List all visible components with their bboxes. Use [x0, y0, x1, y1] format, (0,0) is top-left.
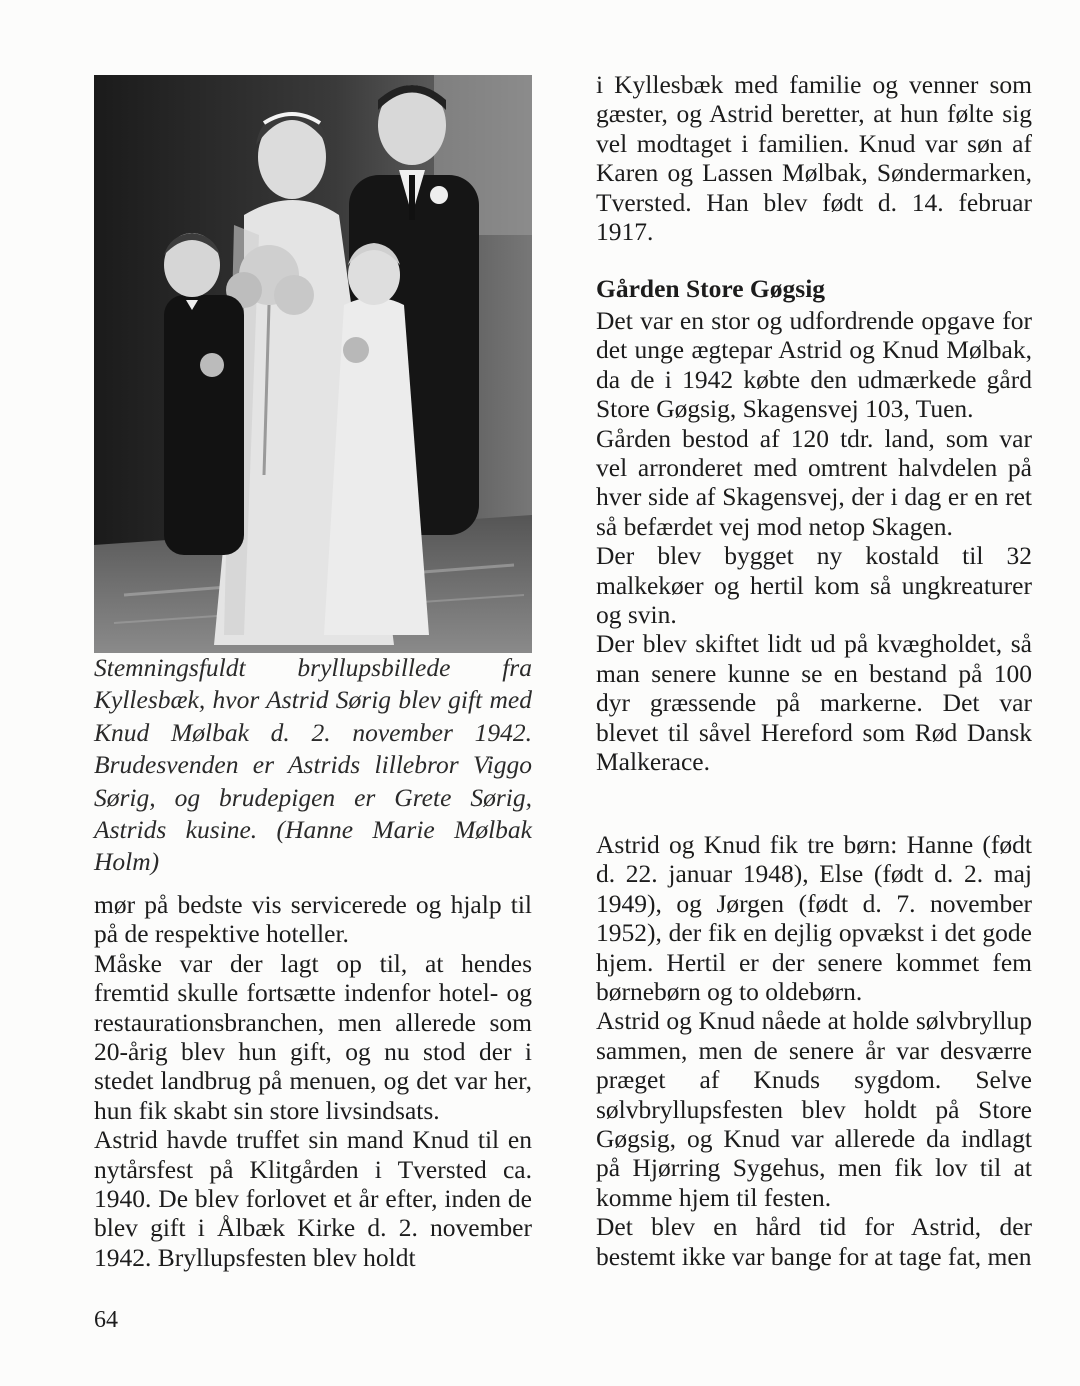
paragraph: Astrid havde truffet sin mand Knud til en nytårsfest på Klitgården i Tversted ca. 1940. De blev forlovet et år efter, inden de blev gift i Ålbæk Kirke d. 2. november 1942. Bryllupsfesten blev holdt: [94, 1125, 532, 1272]
right-column-section: [596, 306, 1032, 777]
page-number: 64: [94, 1307, 118, 1333]
right-column-intro: [596, 70, 1032, 246]
paragraph: Måske var der lagt op til, at hendes fremtid skulle fortsætte indenfor hotel- og restaurationsbranchen, men allerede som 20-årig blev hun gift, og nu stod der i stedet landbrug på menuen, og det var her, hun fik skabt sin store livsindsats.: [94, 948, 532, 1125]
paragraph: Det var en stor og udfordrende opgave for det unge ægtepar Astrid og Knud Mølbak, da de i 1942 købte den udmærkede gård Store Gøgsig, Skagensvej 103, Tuen.: [596, 306, 1032, 424]
wedding-photo: [94, 75, 532, 653]
wedding-photo-icon: [94, 75, 532, 653]
paragraph: Gården bestod af 120 tdr. land, som var vel arronderet med omtrent halvdelen på hver side af Skagensvej, der i dag er en ret så befærdet vej mod netop Skagen.: [596, 423, 1032, 541]
photo-caption: Stemningsfuldt bryllupsbillede fra Kyllesbæk, hvor Astrid Sørig blev gift med Knud Mølbak d. 2. november 1942. Brudesvenden er Astrids lillebror Viggo Sørig, og brudepigen er Grete Sørig, Astrids kusine. (Hanne Marie Mølbak Holm): [94, 653, 532, 877]
paragraph: i Kyllesbæk med familie og venner som gæster, og Astrid beretter, at hun følte sig vel modtaget i familien. Knud var søn af Karen og Lassen Mølbak, Søndermarken, Tversted. Han blev født d. 14. februar 1917.: [596, 70, 1032, 247]
paragraph: Der blev skiftet lidt ud på kvægholdet, så man senere kunne se en bestand på 100 dyr græssende på markerne. Det var blevet til såvel Hereford som Rød Dansk Malkerace.: [596, 629, 1032, 777]
paragraph: Astrid og Knud nåede at holde sølvbryllup sammen, men de senere år var desværre præget af Knuds sygdom. Selve sølvbryllupsfesten blev holdt på Store Gøgsig, og Knud var allerede da indlagt på Hjørring Sygehus, men fik lov til at komme hjem til festen.: [596, 1006, 1032, 1212]
paragraph: mør på bedste vis servicerede og hjalp til på de respektive hoteller.: [94, 890, 532, 949]
right-column-closing: [596, 830, 1032, 1271]
paragraph: Det blev en hård tid for Astrid, der bestemt ikke var bange for at tage fat, men: [596, 1212, 1032, 1271]
paragraph: Der blev bygget ny kostald til 32 malkekøer og hertil kom så ungkreaturer og svin.: [596, 541, 1032, 630]
left-column-text: [94, 890, 532, 1272]
paragraph: Astrid og Knud fik tre børn: Hanne (født d. 22. januar 1948), Else (født d. 2. maj 1949), og Jørgen (født d. 7. november 1952), der fik en dejlig opvækst i det gode hjem. Hertil er der senere kommet fem børnebørn og to oldebørn.: [596, 830, 1032, 1007]
section-heading: Gården Store Gøgsig: [596, 274, 826, 303]
